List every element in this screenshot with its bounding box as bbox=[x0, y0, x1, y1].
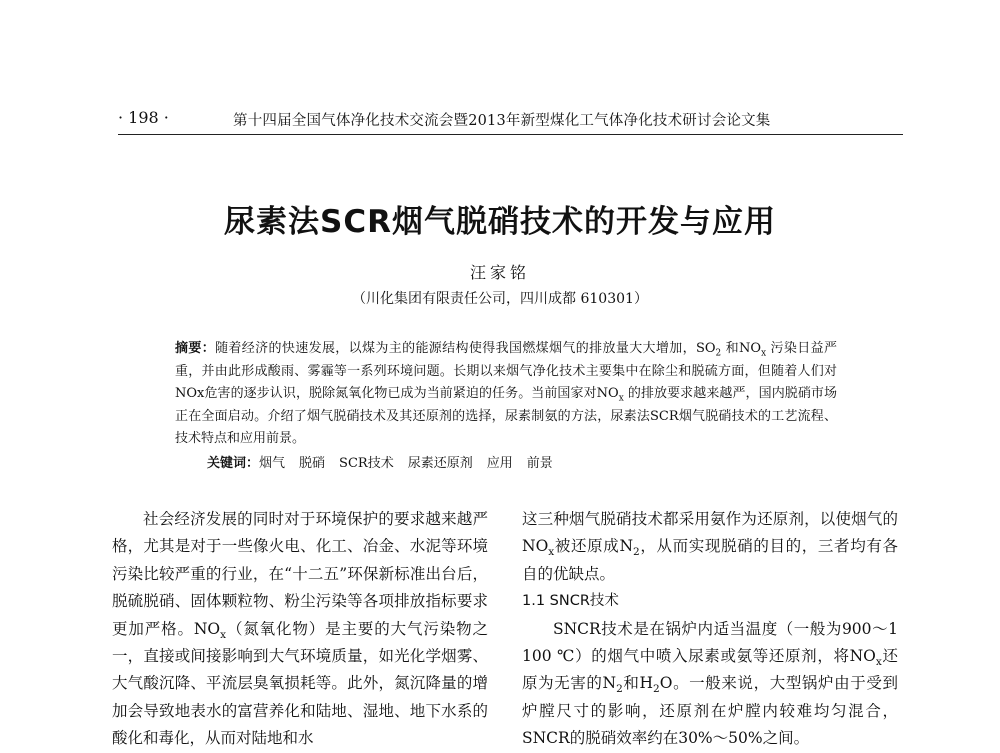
subscript: x bbox=[548, 546, 555, 559]
body-text: （氮氧化物）是主要的大气污染物之一，直接或间接影响到大气环境质量，如光化学烟雾、大气酸沉降、平流层臭氧损耗等。此外，氮沉降量的增加会导致地表水的富营养化和陆地、湿地、地下水系的酸化和毒化，从而对陆地和水 bbox=[112, 619, 488, 748]
section-heading: 1.1 SNCR技术 bbox=[522, 593, 619, 610]
subscript: x bbox=[618, 393, 624, 404]
subscript: x bbox=[761, 348, 767, 359]
keyword: 前景 bbox=[526, 456, 553, 471]
running-header bbox=[118, 104, 903, 135]
paragraph bbox=[522, 616, 898, 753]
keywords-label: 关键词： bbox=[207, 456, 260, 471]
keywords bbox=[207, 453, 837, 475]
body-text: 被还原成N bbox=[554, 537, 634, 556]
author-affiliation: （川化集团有限责任公司，四川成都 610301） bbox=[352, 291, 648, 307]
body-text: 还原为无害的N bbox=[522, 647, 898, 693]
keyword: 应用 bbox=[486, 456, 513, 471]
paragraph bbox=[522, 506, 898, 588]
abstract-label: 摘要： bbox=[175, 341, 216, 356]
subscript: 2 bbox=[653, 683, 660, 696]
abstract-text: 的排放要求越来越严，国内脱硝市场正在全面启动。介绍了烟气脱硝技术及其还原剂的选择，尿素制氨的方法，尿素法SCR烟气脱硝技术的工艺流程、技术特点和应用前景。 bbox=[175, 386, 837, 446]
keyword: 脱硝 bbox=[299, 456, 326, 471]
author-name: 汪家铭 bbox=[469, 263, 530, 282]
body-column-right bbox=[522, 506, 898, 753]
body-text: 社会经济发展的同时对于环境保护的要求越来越严格，尤其是对于一些像火电、化工、冶金、水泥等环境污染比较严重的行业，在“十二五”环保新标准出台后，脱硫脱硝、固体颗粒物、粉尘污染等各项排放指标要求更加严格。NO bbox=[112, 510, 488, 638]
keyword: 烟气 bbox=[259, 456, 286, 471]
proceedings-title: 第十四届全国气体净化技术交流会暨2013年新型煤化工气体净化技术研讨会论文集 bbox=[233, 113, 771, 129]
abstract-text: 和NO bbox=[721, 341, 762, 356]
paper-title: 尿素法SCR烟气脱硝技术的开发与应用 bbox=[224, 204, 776, 240]
page-number: · 198 · bbox=[118, 108, 169, 127]
keyword: SCR技术 bbox=[339, 456, 394, 471]
body-text: ，从而实现脱硝的目的，三者均有各自的优缺点。 bbox=[522, 537, 898, 583]
abstract-text: 随着经济的快速发展，以煤为主的能源结构使得我国燃煤烟气的排放量大大增加，SO bbox=[215, 341, 716, 356]
body-text: SNCR技术是在锅炉内适当温度（一般为900～1 100 ℃）的烟气中喷入尿素或氨等还原剂，将NO bbox=[522, 619, 898, 666]
subscript: x bbox=[220, 628, 227, 641]
subscript: 2 bbox=[616, 683, 623, 696]
body-column-left bbox=[112, 506, 488, 753]
abstract-text: 污染日益严重，并由此形成酸雨、雾霾等一系列环境问题。长期以来烟气净化技术主要集中在除尘和脱硫方面，但随着人们对NOx危害的逐步认识，脱除氮氧化物已成为当前紧迫的任务。当前国家对NO bbox=[175, 341, 837, 401]
subscript: x bbox=[875, 656, 882, 669]
subscript: 2 bbox=[633, 546, 640, 559]
subscript: 2 bbox=[715, 348, 722, 359]
paragraph bbox=[112, 506, 488, 753]
body-text: 和H bbox=[622, 674, 654, 693]
abstract bbox=[175, 338, 837, 451]
keyword: 尿素还原剂 bbox=[407, 456, 473, 471]
body-text: 这三种烟气脱硝技术都采用氨作为还原剂，以使烟气的NO bbox=[522, 510, 898, 556]
body-text: O。一般来说，大型锅炉由于受到炉膛尺寸的影响，还原剂在炉膛内较难均匀混合，SNCR的脱硝效率约在30%～50%之间。 bbox=[522, 674, 898, 748]
